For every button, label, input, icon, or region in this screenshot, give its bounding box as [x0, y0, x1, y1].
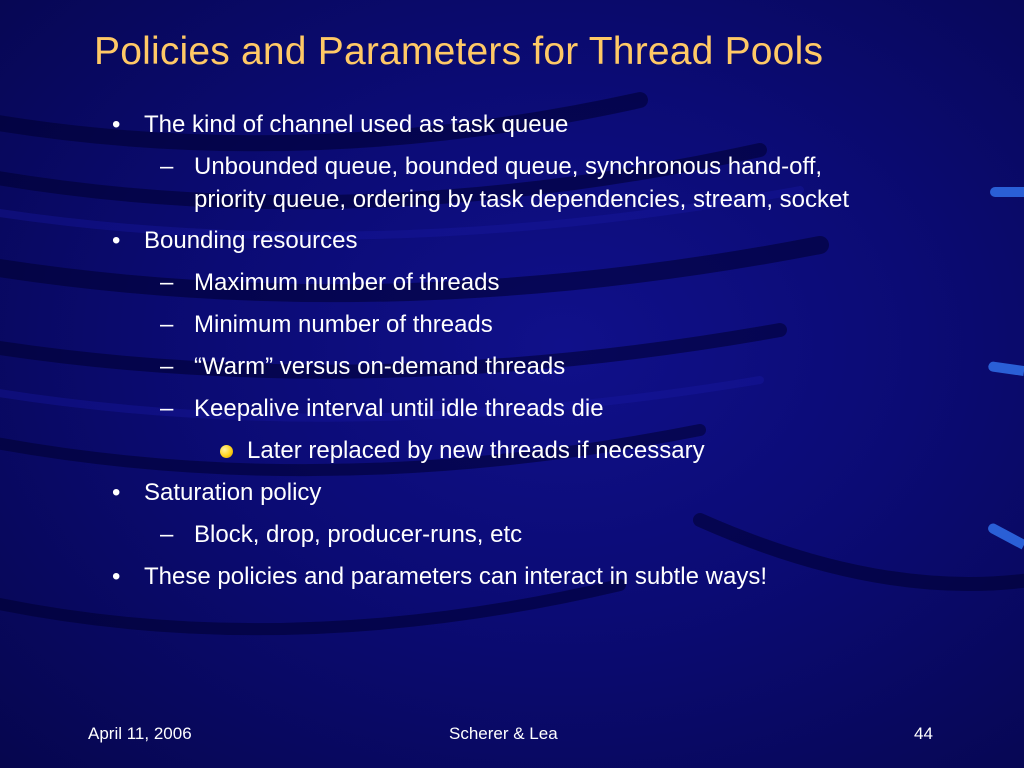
bullet-text: priority queue, ordering by task dependencies, stream, socket	[194, 186, 850, 213]
bullet-text: Keepalive interval until idle threads die	[194, 395, 604, 422]
dash-marker: –	[160, 395, 174, 422]
bullet-text: Saturation policy	[144, 479, 322, 506]
edge-mark	[986, 522, 1024, 550]
edge-mark	[990, 187, 1024, 197]
bullet-text: These policies and parameters can interact in subtle ways!	[144, 563, 767, 590]
bullet-marker: •	[112, 563, 121, 590]
bullet-text: Block, drop, producer-runs, etc	[194, 521, 523, 548]
bullet-text: Maximum number of threads	[194, 269, 500, 296]
bullet-marker: •	[112, 111, 121, 138]
bullet-marker: •	[112, 227, 121, 254]
bullet-marker: •	[112, 479, 121, 506]
bullet-text: The kind of channel used as task queue	[144, 111, 569, 138]
bullet-text: Minimum number of threads	[194, 311, 493, 338]
dash-marker: –	[160, 153, 174, 180]
slide-title: Policies and Parameters for Thread Pools	[94, 30, 824, 73]
dot-icon	[220, 445, 233, 458]
bullet-text: “Warm” versus on-demand threads	[194, 353, 566, 380]
bullet-text: Later replaced by new threads if necessary	[247, 437, 705, 464]
dash-marker: –	[160, 269, 174, 296]
dash-marker: –	[160, 311, 174, 338]
bullet-text: Bounding resources	[144, 227, 358, 254]
dash-marker: –	[160, 353, 174, 380]
slide-number: 44	[914, 724, 933, 743]
footer-date: April 11, 2006	[88, 724, 192, 743]
footer-authors: Scherer & Lea	[449, 724, 558, 743]
dash-marker: –	[160, 521, 174, 548]
bullet-text: Unbounded queue, bounded queue, synchronous hand-off,	[194, 153, 823, 180]
edge-mark	[988, 361, 1024, 376]
